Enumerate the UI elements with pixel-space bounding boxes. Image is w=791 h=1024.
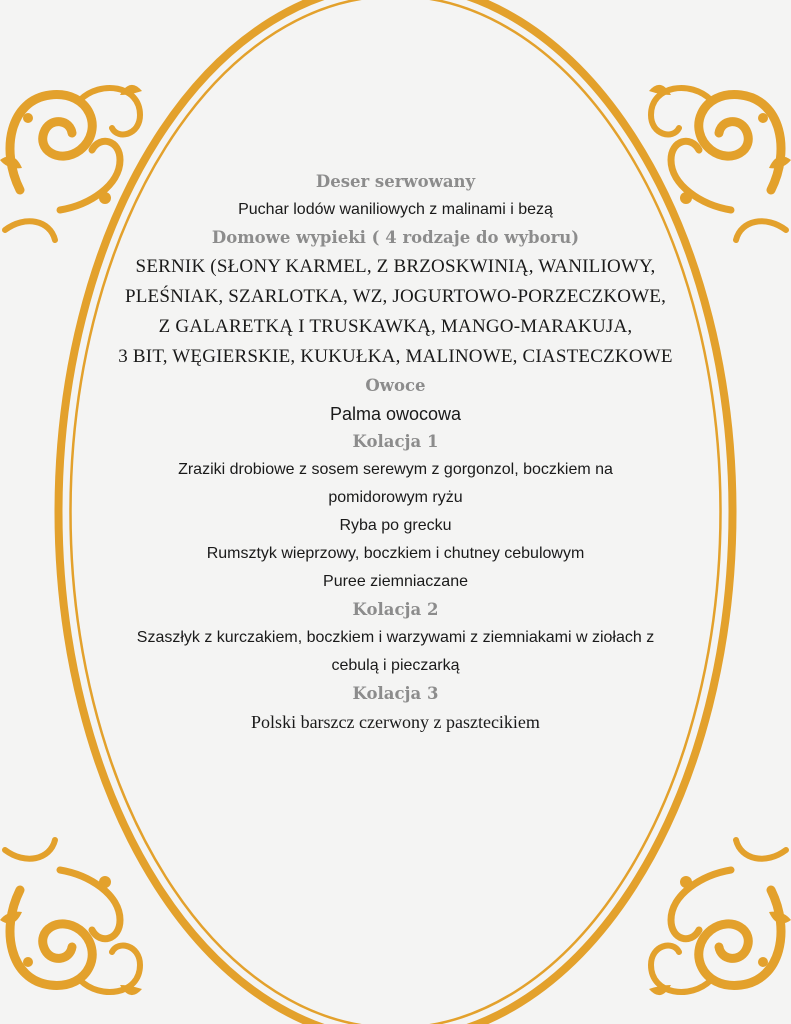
supper2-heading: Kolacja 2 [352,600,439,619]
fruit-heading: Owoce [365,376,426,395]
menu-content [60,168,731,736]
supper2-item: cebulą i pieczarką [331,657,460,674]
baking-line: PLEŚNIAK, SZARLOTKA, WZ, JOGURTOWO-PORZECZKOWE, [124,286,667,307]
supper1-item: Zraziki drobiowe z sosem serewym z gorgonzol, boczkiem na [178,461,613,478]
dessert-heading: Deser serwowany [315,172,476,191]
supper1-heading: Kolacja 1 [352,432,439,451]
supper3-heading: Kolacja 3 [352,684,439,703]
baking-line: Z GALARETKĄ I TRUSKAWKĄ, MANGO-MARAKUJA, [158,316,633,337]
flourish-bottom-right [649,840,791,995]
baking-line: SERNIK (SŁONY KARMEL, Z BRZOSKWINIĄ, WANILIOWY, [135,256,656,277]
baking-heading: Domowe wypieki ( 4 rodzaje do wyboru) [211,228,580,247]
supper1-item: Rumsztyk wieprzowy, boczkiem i chutney cebulowym [206,545,585,562]
supper2-item: Szaszłyk z kurczakiem, boczkiem i warzywami z ziemniakami w ziołach z [136,629,655,646]
supper1-item: pomidorowym ryżu [328,489,463,506]
supper1-item: Ryba po grecku [339,517,452,534]
dessert-item: Puchar lodów waniliowych z malinami i bezą [238,201,553,218]
flourish-bottom-left [0,840,142,995]
baking-line: 3 BIT, WĘGIERSKIE, KUKUŁKA, MALINOWE, CIASTECZKOWE [118,346,673,367]
supper3-item: Polski barszcz czerwony z pasztecikiem [251,712,540,732]
supper1-item: Puree ziemniaczane [323,573,468,590]
fruit-item: Palma owocowa [329,404,462,424]
